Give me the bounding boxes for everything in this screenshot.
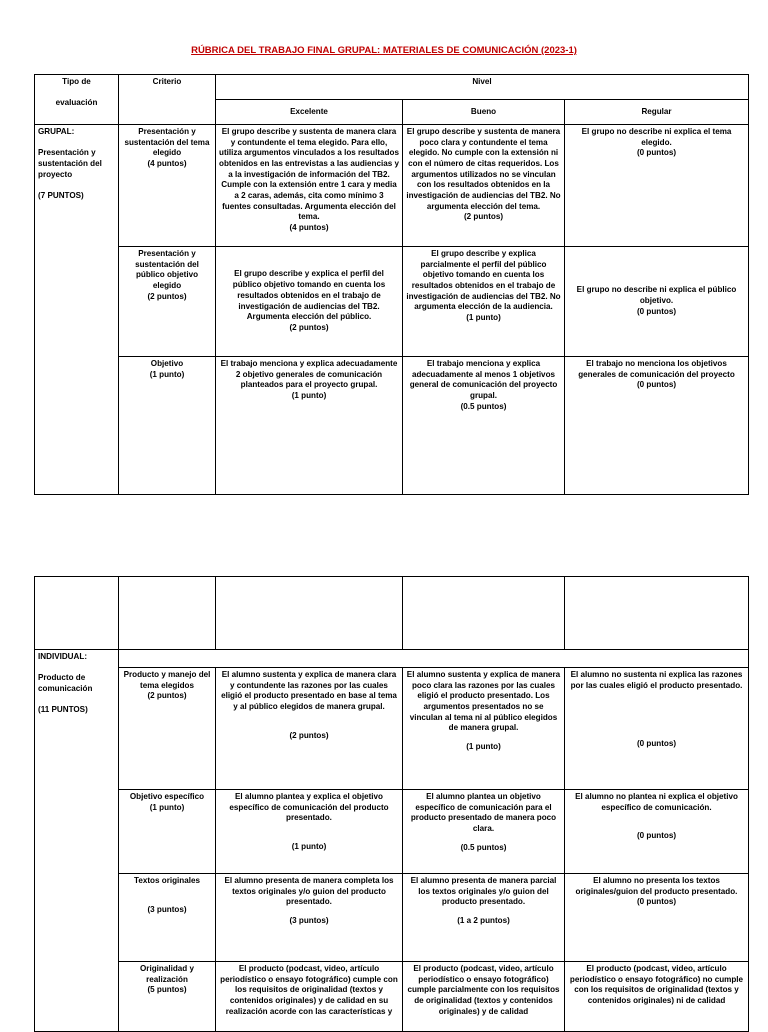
- bueno-text: El trabajo menciona y explica adecuadamente al menos 1 objetivos general de comunicación del proyecto grupal.: [409, 359, 558, 401]
- bueno-text: El alumno plantea un objetivo específico de comunicación para el producto presentado de manera poco clara.: [410, 792, 557, 834]
- excelente-text: El alumno plantea y explica el objetivo específico de comunicación del producto presentado.: [229, 792, 389, 823]
- bueno-cell: [403, 125, 565, 247]
- excelente-cell: [216, 790, 403, 874]
- header-bueno: Bueno: [403, 100, 565, 125]
- header-tipo-evaluacion: [35, 75, 119, 125]
- criterio-points: (2 puntos): [147, 691, 187, 701]
- regular-points: (0 puntos): [636, 739, 677, 749]
- criterio-text: Presentación y sustentación del tema elegido: [124, 127, 210, 158]
- regular-cell: [565, 668, 749, 790]
- criterio-text: Textos originales: [134, 876, 200, 885]
- empty-cell: [216, 577, 403, 650]
- regular-points: (0 puntos): [636, 306, 677, 316]
- criterio-cell: [119, 668, 216, 790]
- individual-label: INDIVIDUAL:: [38, 652, 88, 661]
- criterio-points: (4 puntos): [147, 159, 187, 169]
- criterio-text: Objetivo: [150, 359, 184, 368]
- regular-cell: [565, 357, 749, 495]
- regular-cell: [565, 962, 749, 1032]
- excelente-text: El alumno sustenta y explica de manera clara y contundente las razones por las cuales eligió el producto presentado en base al tema y al público elegidos de manera grupal.: [221, 670, 397, 712]
- bueno-points: (1 punto): [466, 742, 501, 752]
- regular-cell: [565, 790, 749, 874]
- bueno-text: El producto (podcast, video, artículo periodístico o ensayo fotográfico) cumple parcialmente con los requisitos de originalidad (textos y contenidos originales) y de calidad: [407, 964, 560, 1016]
- empty-cell: [565, 577, 749, 650]
- header-nivel: Nivel: [216, 75, 749, 100]
- bueno-points: (0.5 puntos): [460, 401, 507, 411]
- excelente-text: El producto (podcast, video, artículo periodístico o ensayo fotográfico) cumple con los requisitos de originalidad (textos y contenidos originales) y de calidad en su realización acorde con las características y: [220, 964, 398, 1016]
- bueno-points: (2 puntos): [463, 212, 504, 222]
- excelente-cell: [216, 357, 403, 495]
- criterio-text: Objetivo específico: [129, 792, 205, 801]
- grupal-label: GRUPAL:: [38, 127, 75, 136]
- bueno-cell: [403, 962, 565, 1032]
- regular-points: (0 puntos): [636, 897, 677, 907]
- individual-subtitle: Producto de comunicación: [38, 673, 93, 694]
- criterio-cell: [119, 125, 216, 247]
- header-tipo-line2: evaluación: [55, 98, 98, 108]
- criterio-cell: [119, 790, 216, 874]
- bueno-cell: [403, 247, 565, 357]
- document-title: RÚBRICA DEL TRABAJO FINAL GRUPAL: MATERIALES DE COMUNICACIÓN (2023-1): [191, 45, 577, 56]
- criterio-points: (3 puntos): [147, 904, 187, 914]
- header-tipo-line1: Tipo de: [62, 77, 91, 86]
- excelente-points: (1 punto): [291, 391, 327, 401]
- excelente-points: (2 puntos): [289, 730, 329, 740]
- grupal-section-label: [35, 125, 119, 495]
- bueno-cell: [403, 668, 565, 790]
- excelente-cell: [216, 962, 403, 1032]
- criterio-points: (2 puntos): [147, 291, 187, 301]
- criterio-points: (1 punto): [149, 802, 185, 812]
- excelente-cell: [216, 125, 403, 247]
- regular-cell: [565, 874, 749, 962]
- criterio-text: Presentación y sustentación del público objetivo elegido: [135, 249, 199, 291]
- bueno-cell: [403, 790, 565, 874]
- excelente-points: (3 puntos): [289, 916, 329, 926]
- bueno-text: El grupo describe y sustenta de manera poco clara y contundente el tema elegido. No cumple con la extensión ni con el número de citas requeridos. Los argumentos utilizados no se vinculan con los resultados obtenidos en la investigación de audiencias del TB2. No argumenta elección del tema.: [406, 127, 561, 211]
- bueno-cell: [403, 874, 565, 962]
- criterio-cell: [119, 962, 216, 1032]
- excelente-text: El grupo describe y sustenta de manera clara y contundente el tema elegido. Para ello, utiliza argumentos vinculados a los resultados obtenidos en las entrevistas a las audiencias y a la investigación de información del TB2. Cumple con la extensión entre 1 cara y media a 2 caras, además, cita como mínimo 3 fuentes consultadas. Argumenta elección del tema.: [219, 127, 399, 222]
- criterio-points: (5 puntos): [147, 985, 187, 995]
- regular-text: El producto (podcast, video, artículo periodístico o ensayo fotográfico) no cumple con los requisitos de originalidad (textos y contenidos originales) ni de calidad: [569, 964, 744, 1006]
- regular-points: (0 puntos): [636, 831, 677, 841]
- individual-section-label: [35, 650, 119, 1032]
- criterio-points: (1 punto): [149, 369, 185, 379]
- regular-points: (0 puntos): [636, 148, 677, 158]
- header-criterio: Criterio: [119, 75, 216, 125]
- bueno-text: El alumno sustenta y explica de manera poco clara las razones por las cuales eligió el producto presentado. Los argumentos presentados no se vinculan al tema ni al público elegidos de manera grupal.: [406, 670, 561, 733]
- regular-cell: [565, 125, 749, 247]
- excelente-text: El trabajo menciona y explica adecuadamente 2 objetivo generales de comunicación planteados para el proyecto grupal.: [220, 359, 398, 390]
- bueno-points: (1 a 2 puntos): [457, 916, 510, 926]
- empty-cell: [119, 650, 749, 668]
- rubric-table-grupal: [34, 74, 749, 495]
- regular-points: (0 puntos): [636, 380, 677, 390]
- empty-cell: [35, 577, 119, 650]
- excelente-points: (2 puntos): [289, 322, 329, 332]
- header-regular: Regular: [565, 100, 749, 125]
- regular-text: El alumno no plantea ni explica el objetivo específico de comunicación.: [575, 792, 738, 812]
- criterio-cell: [119, 357, 216, 495]
- regular-text: El grupo no describe ni explica el público objetivo.: [576, 285, 737, 306]
- bueno-cell: [403, 357, 565, 495]
- empty-cell: [119, 577, 216, 650]
- bueno-points: (0.5 puntos): [460, 842, 507, 852]
- excelente-text: El grupo describe y explica el perfil del público objetivo tomando en cuenta los resultados obtenidos en el trabajo de investigación de audiencias del TB2. Argumenta elección del público.: [232, 269, 386, 322]
- excelente-text: El alumno presenta de manera completa los textos originales y/o guion del producto presentado.: [224, 876, 394, 907]
- regular-text: El alumno no sustenta ni explica las razones por las cuales eligió el producto presentado.: [570, 670, 743, 690]
- regular-text: El alumno no presenta los textos originales/guion del producto presentado.: [575, 876, 738, 896]
- regular-text: El grupo no describe ni explica el tema elegido.: [581, 127, 732, 147]
- header-excelente: Excelente: [216, 100, 403, 125]
- criterio-cell: [119, 874, 216, 962]
- rubric-table-individual: [34, 576, 749, 1032]
- criterio-text: Originalidad y realización: [140, 964, 194, 984]
- bueno-text: El grupo describe y explica parcialmente el perfil del público objetivo tomando en cuenta los resultados obtenidos en el trabajo de investigación de audiencias del TB2. No argumenta elección de la audiencia.: [406, 249, 561, 312]
- excelente-points: (1 punto): [291, 842, 327, 852]
- criterio-text: Producto y manejo del tema elegidos: [123, 670, 211, 690]
- grupal-points: (7 PUNTOS): [38, 191, 84, 201]
- regular-cell: [565, 247, 749, 357]
- individual-points: (11 PUNTOS): [38, 705, 88, 715]
- bueno-text: El alumno presenta de manera parcial los textos originales y/o guion del producto presentado.: [410, 876, 557, 907]
- excelente-cell: [216, 668, 403, 790]
- excelente-points: (4 puntos): [289, 223, 329, 233]
- excelente-cell: [216, 247, 403, 357]
- empty-cell: [403, 577, 565, 650]
- criterio-cell: [119, 247, 216, 357]
- bueno-points: (1 punto): [466, 313, 501, 323]
- regular-text: El trabajo no menciona los objetivos generales de comunicación del proyecto: [578, 359, 735, 379]
- grupal-subtitle: Presentación y sustentación del proyecto: [38, 148, 102, 179]
- excelente-cell: [216, 874, 403, 962]
